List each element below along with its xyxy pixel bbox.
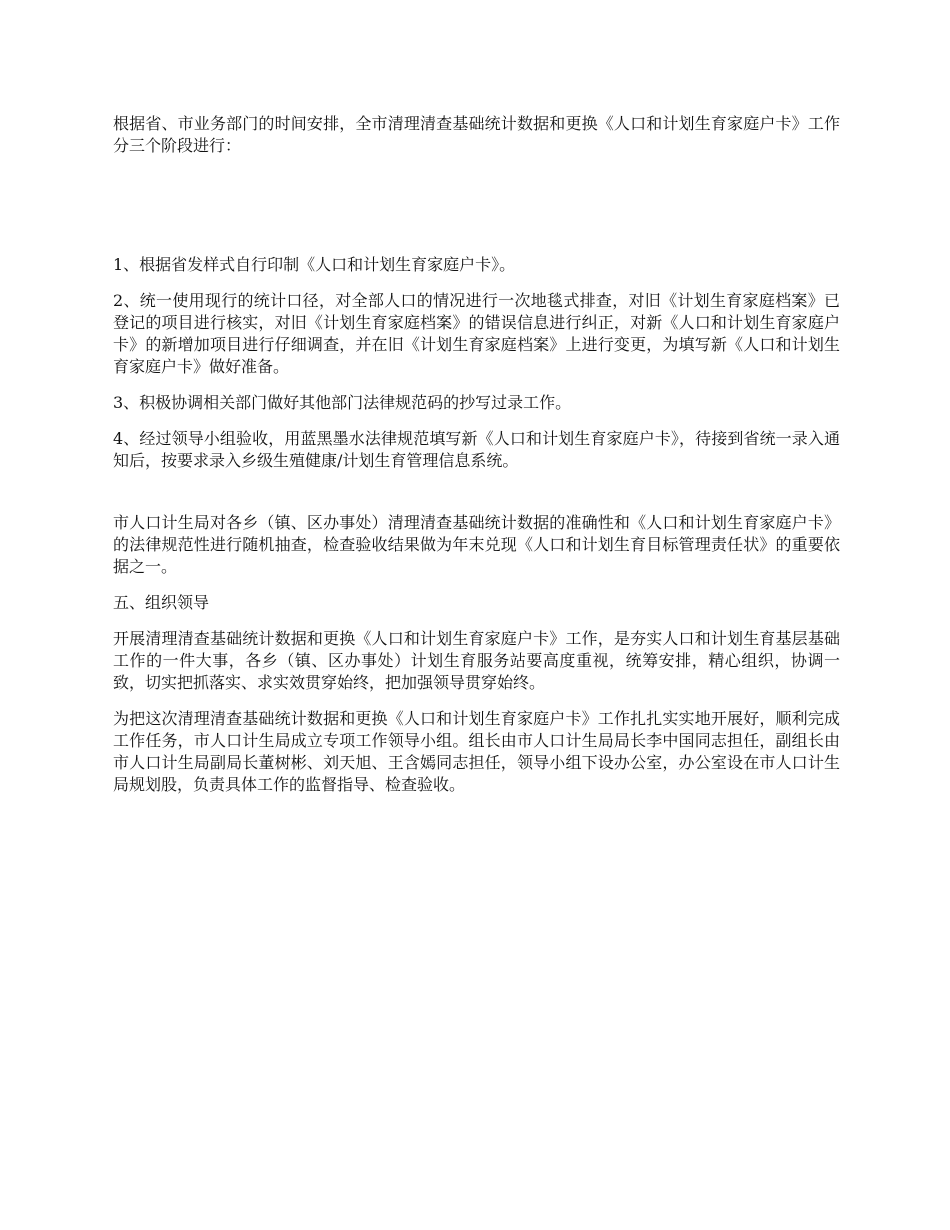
intro-section — [113, 113, 840, 157]
step-item: 1、根据省发样式自行印制《人口和计划生育家庭户卡》。 — [113, 255, 516, 274]
step-item: 4、经过领导小组验收，用蓝黑墨水法律规范填写新《人口和计划生育家庭户卡》，待接到省统一录入通知后，按要求录入乡级生殖健康/计划生育管理信息系统。 — [113, 429, 840, 470]
inspection-paragraph: 市人口计生局对各乡（镇、区办事处）清理清查基础统计数据的准确性和《人口和计划生育家庭户卡》的法律规范性进行随机抽查，检查验收结果做为年末兑现《人口和计划生育目标管理责任状》的重要依据之一。 — [113, 513, 840, 576]
leadership-group-paragraph: 为把这次清理清查基础统计数据和更换《人口和计划生育家庭户卡》工作扎扎实实地开展好，顺利完成工作任务，市人口计生局成立专项工作领导小组。组长由市人口计生局局长李中国同志担任，副组长由市人口计生局副局长董树彬、刘天旭、王含嫣同志担任，领导小组下设办公室，办公室设在市人口计生局规划股，负责具体工作的监督指导、检查验收。 — [113, 709, 840, 794]
intro-paragraph: 根据省、市业务部门的时间安排，全市清理清查基础统计数据和更换《人口和计划生育家庭户卡》工作分三个阶段进行： — [113, 114, 840, 155]
steps-list — [113, 254, 840, 472]
body-section — [113, 512, 840, 796]
document-page — [113, 113, 840, 810]
step-item: 2、统一使用现行的统计口径，对全部人口的情况进行一次地毯式排查，对旧《计划生育家庭档案》已登记的项目进行核实，对旧《计划生育家庭档案》的错误信息进行纠正，对新《人口和计划生育家庭户卡》的新增加项目进行仔细调查，并在旧《计划生育家庭档案》上进行变更，为填写新《人口和计划生育家庭户卡》做好准备。 — [113, 291, 840, 376]
step-item: 3、积极协调相关部门做好其他部门法律规范码的抄写过录工作。 — [113, 393, 572, 412]
section-heading: 五、组织领导 — [113, 593, 210, 612]
leadership-paragraph: 开展清理清查基础统计数据和更换《人口和计划生育家庭户卡》工作，是夯实人口和计划生育基层基础工作的一件大事，各乡（镇、区办事处）计划生育服务站要高度重视，统筹安排，精心组织，协调一致，切实把抓落实、求实效贯穿始终，把加强领导贯穿始终。 — [113, 629, 840, 692]
